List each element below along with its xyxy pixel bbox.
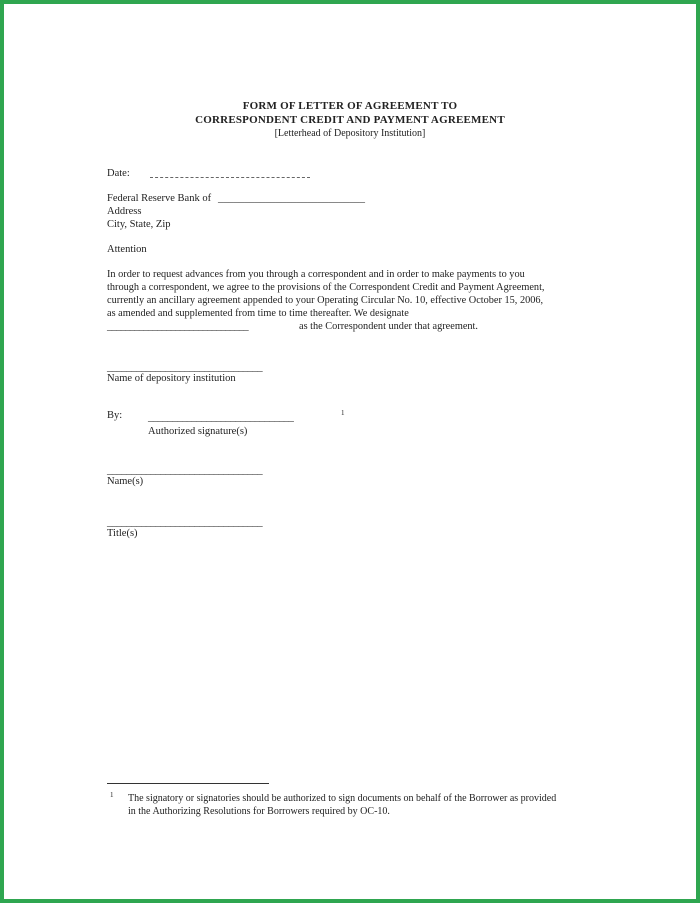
designate-blank: _______________________________ — [107, 321, 249, 332]
frb-blank: ____________________________ — [218, 193, 365, 204]
signature-blank: ______________________________ — [148, 412, 294, 423]
body-line-1: In order to request advances from you through a correspondent and in order to make payments to you — [107, 269, 525, 280]
names-blank: ________________________________ — [107, 465, 263, 476]
institution-blank: ________________________________ — [107, 362, 263, 373]
body-line-3: currently an ancillary agreement appended to your Operating Circular No. 10, effective October 15, 2006, — [107, 295, 544, 306]
letterhead-note: [Letterhead of Depository Institution] — [274, 128, 426, 139]
date-line — [150, 177, 310, 178]
by-label: By: — [107, 410, 123, 421]
titles-label: Title(s) — [107, 528, 138, 539]
city-state-zip-label: City, State, Zip — [107, 219, 171, 230]
body-line-4: as amended and supplemented from time to time thereafter. We designate — [107, 308, 409, 319]
title-line-1: FORM OF LETTER OF AGREEMENT TO — [242, 100, 458, 112]
footnote-divider — [107, 783, 269, 784]
attention-label: Attention — [107, 244, 147, 255]
footnote-line-1: The signatory or signatories should be authorized to sign documents on behalf of the Borrower as provided — [128, 793, 557, 804]
date-label: Date: — [107, 168, 130, 179]
titles-blank: ________________________________ — [107, 517, 263, 528]
authorized-signature-label: Authorized signature(s) — [148, 426, 248, 437]
address-label: Address — [107, 206, 142, 217]
signature-footnote-marker: 1 — [341, 409, 345, 417]
names-label: Name(s) — [107, 476, 144, 487]
frb-label: Federal Reserve Bank of — [107, 193, 212, 204]
designate-suffix: as the Correspondent under that agreement. — [299, 321, 478, 332]
institution-label: Name of depository institution — [107, 373, 236, 384]
footnote-line-2: in the Authorizing Resolutions for Borrowers required by OC-10. — [128, 806, 390, 817]
footnote-number: 1 — [110, 791, 114, 799]
body-line-2: through a correspondent, we agree to the provisions of the Correspondent Credit and Payment Agreement, — [107, 282, 545, 293]
title-line-2: CORRESPONDENT CREDIT AND PAYMENT AGREEMENT — [195, 114, 505, 126]
